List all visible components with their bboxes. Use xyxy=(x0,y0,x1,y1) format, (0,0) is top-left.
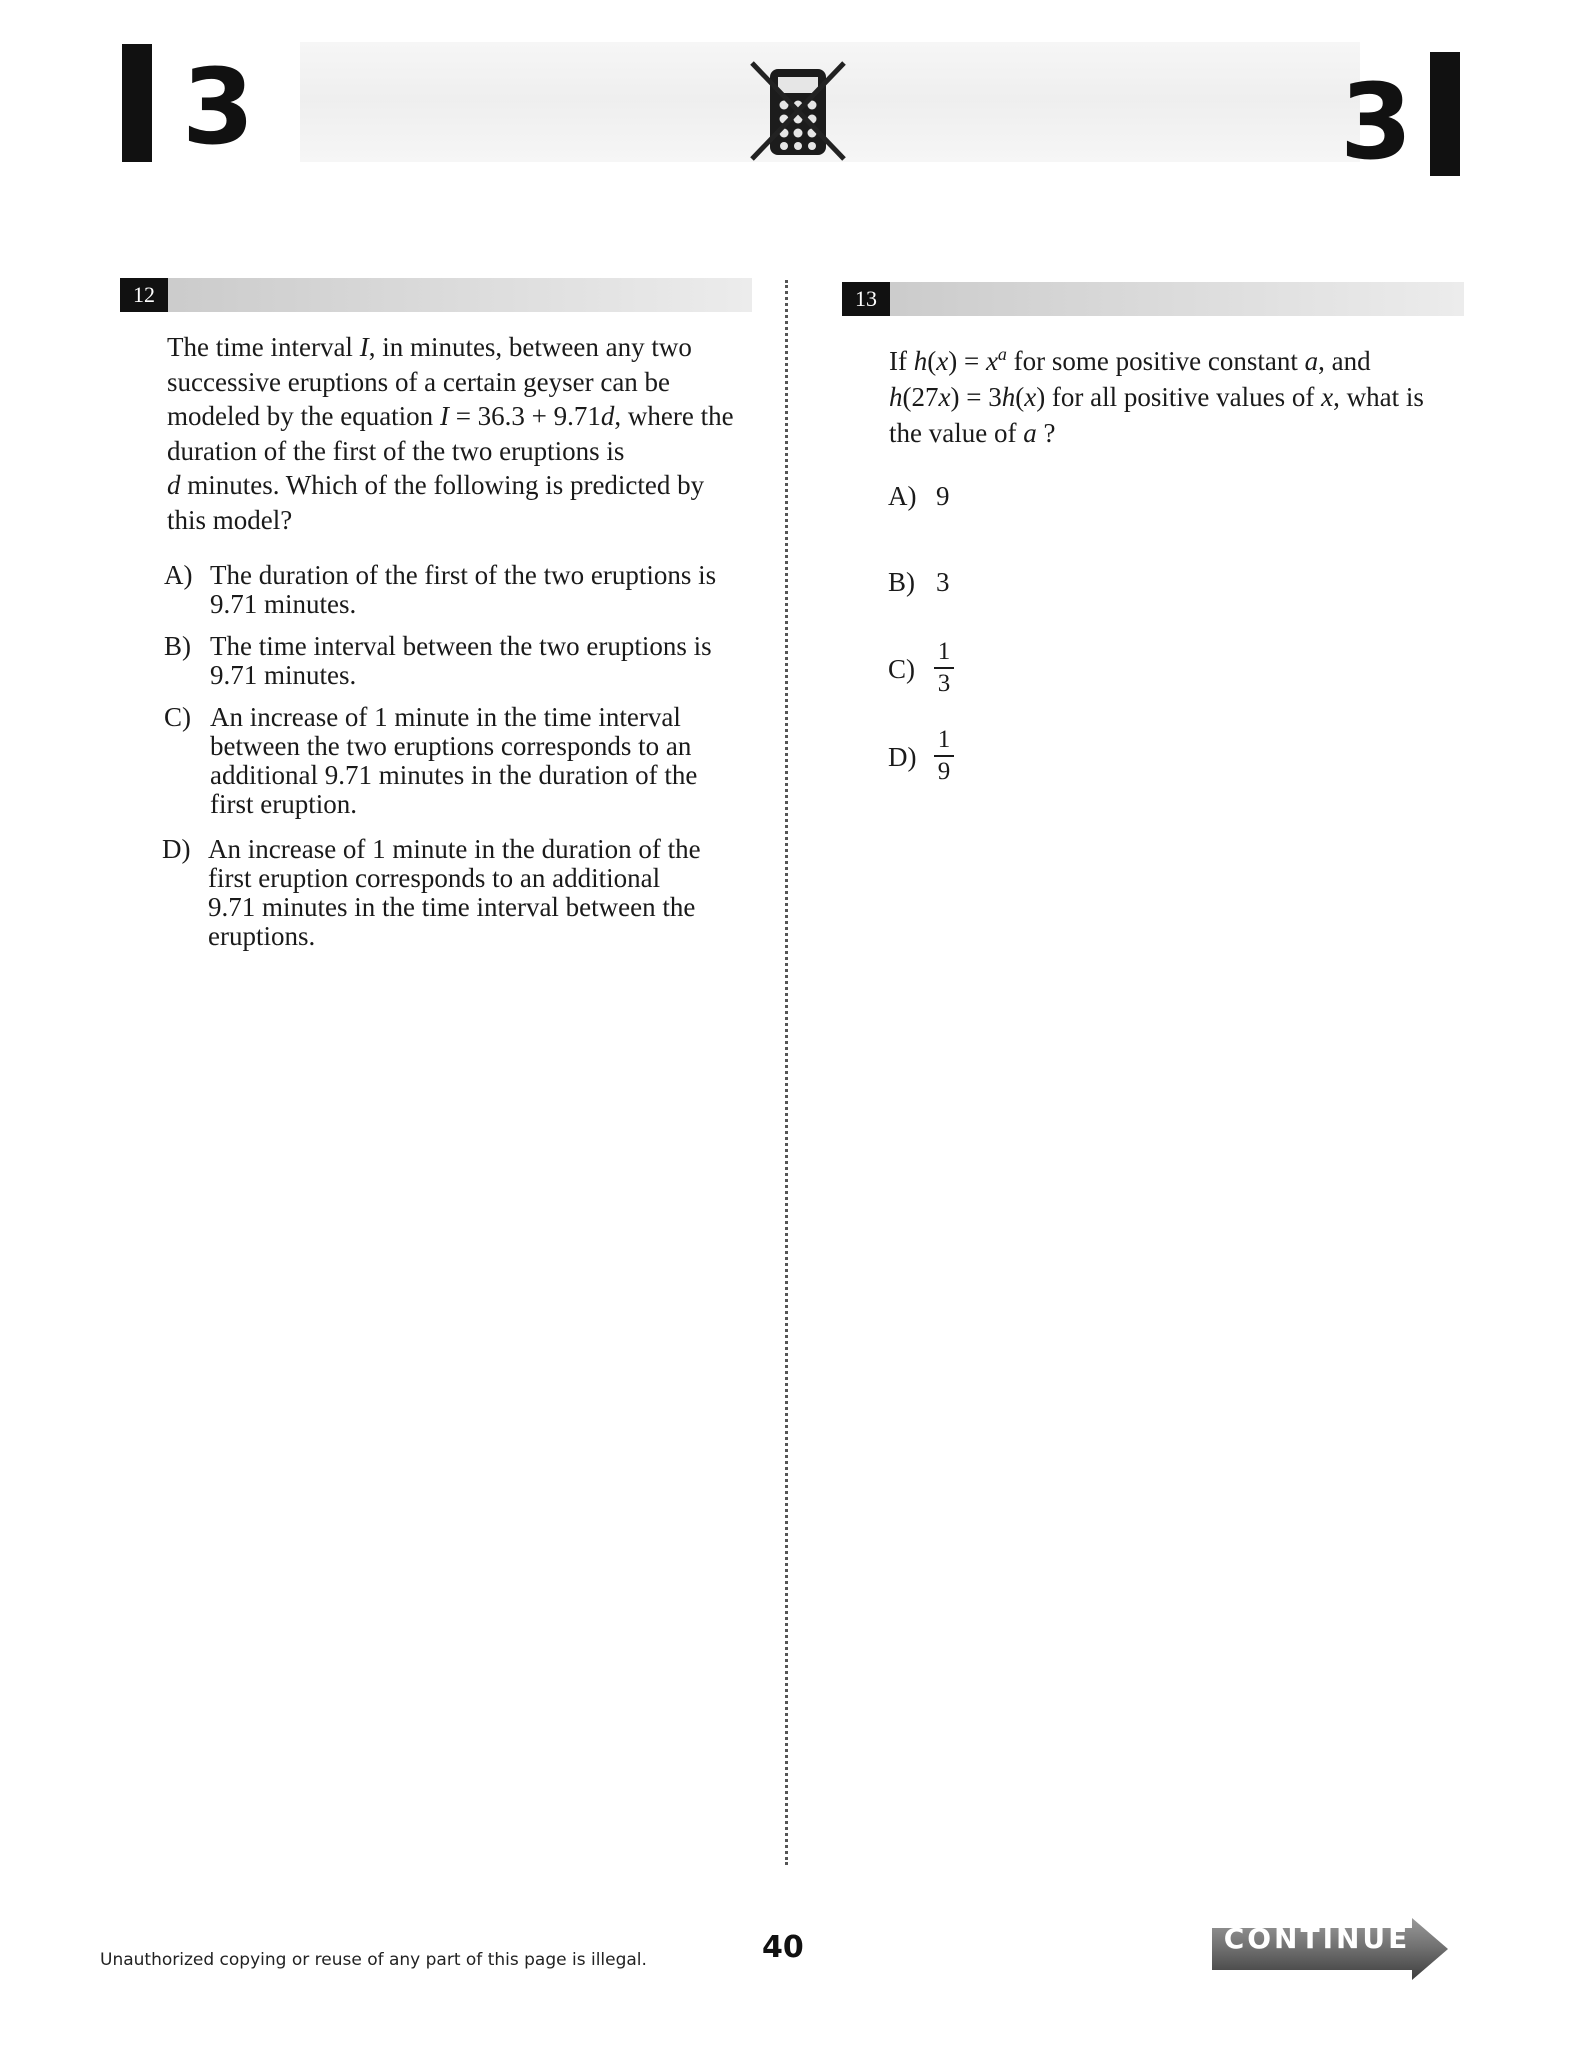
question-header-bar xyxy=(120,278,752,312)
stem-line: h(27x) = 3h(x) for all positive values of x, what is xyxy=(889,382,1424,412)
choice-label: B) xyxy=(888,567,915,597)
column-divider xyxy=(785,280,788,1865)
section-number-right: 3 xyxy=(1340,61,1413,183)
choice-value: 9 xyxy=(936,481,950,511)
choice-line: 9.71 minutes. xyxy=(210,589,357,619)
question-number: 13 xyxy=(842,282,890,316)
stem-line: d minutes. Which of the following is predicted by xyxy=(167,470,705,500)
choice-line: between the two eruptions corresponds to an xyxy=(210,731,692,761)
page-number: 40 xyxy=(762,1930,804,1965)
copyright-notice: Unauthorized copying or reuse of any part of this page is illegal. xyxy=(100,1950,647,1970)
choice-label: D) xyxy=(888,742,917,772)
section-marker-left xyxy=(122,44,152,162)
stem-line: If $h(x) = x^a$ for some positive constant a, and xyxy=(889,344,1371,376)
choice-line: eruptions. xyxy=(208,921,316,951)
choice-label: A) xyxy=(164,560,193,590)
question-header-bar xyxy=(842,282,1464,316)
fraction-numerator: 1 xyxy=(937,638,951,665)
stem-line: successive eruptions of a certain geyser can be xyxy=(167,366,671,397)
fraction-denominator: 9 xyxy=(937,758,951,785)
fraction-bar xyxy=(934,667,954,669)
section-marker-right xyxy=(1430,52,1460,176)
fraction-denominator: 3 xyxy=(937,670,951,697)
section-number-left: 3 xyxy=(182,46,255,168)
choice-label: C) xyxy=(164,702,191,732)
choice-label: A) xyxy=(888,481,917,511)
choice-label: B) xyxy=(164,631,191,661)
choice-text xyxy=(210,632,712,690)
question-stem xyxy=(889,336,1449,451)
stem-line: duration of the first of the two eruptions is xyxy=(167,435,625,466)
choice-line: An increase of 1 minute in the time interval xyxy=(210,702,681,732)
choice-text xyxy=(208,835,701,951)
continue-button[interactable] xyxy=(1212,1918,1450,1980)
choice-text xyxy=(210,561,716,619)
no-calculator-icon xyxy=(742,55,854,167)
choice-text xyxy=(210,703,697,819)
fraction-bar xyxy=(934,755,954,757)
stem-line: this model? xyxy=(167,504,293,535)
choice-label: D) xyxy=(162,834,191,864)
fraction xyxy=(932,726,956,786)
choice-line: 9.71 minutes. xyxy=(210,660,357,690)
stem-line: the value of a ? xyxy=(889,418,1056,448)
choice-line: The time interval between the two eruptions is xyxy=(210,631,712,661)
choice-line: first eruption. xyxy=(210,789,357,819)
choice-line: first eruption corresponds to an additional xyxy=(208,863,661,893)
fraction-numerator: 1 xyxy=(937,726,951,753)
answer-choice-d[interactable] xyxy=(888,726,1008,800)
answer-choice-c[interactable] xyxy=(888,638,1008,712)
choice-label: C) xyxy=(888,654,915,684)
stem-line: modeled by the equation I = 36.3 + 9.71d, where the xyxy=(167,401,734,431)
choice-value: 3 xyxy=(936,567,950,597)
choice-line: additional 9.71 minutes in the duration of the xyxy=(210,760,698,790)
choice-line: The duration of the first of the two eruptions is xyxy=(210,560,717,590)
choice-line: 9.71 minutes in the time interval between the xyxy=(208,892,696,922)
continue-label: CONTINUE xyxy=(1223,1922,1411,1955)
question-stem xyxy=(167,330,777,537)
choice-line: An increase of 1 minute in the duration of the xyxy=(208,834,701,864)
stem-line: The time interval I, in minutes, between any two xyxy=(167,332,692,362)
fraction xyxy=(932,638,956,698)
question-number: 12 xyxy=(120,278,168,312)
